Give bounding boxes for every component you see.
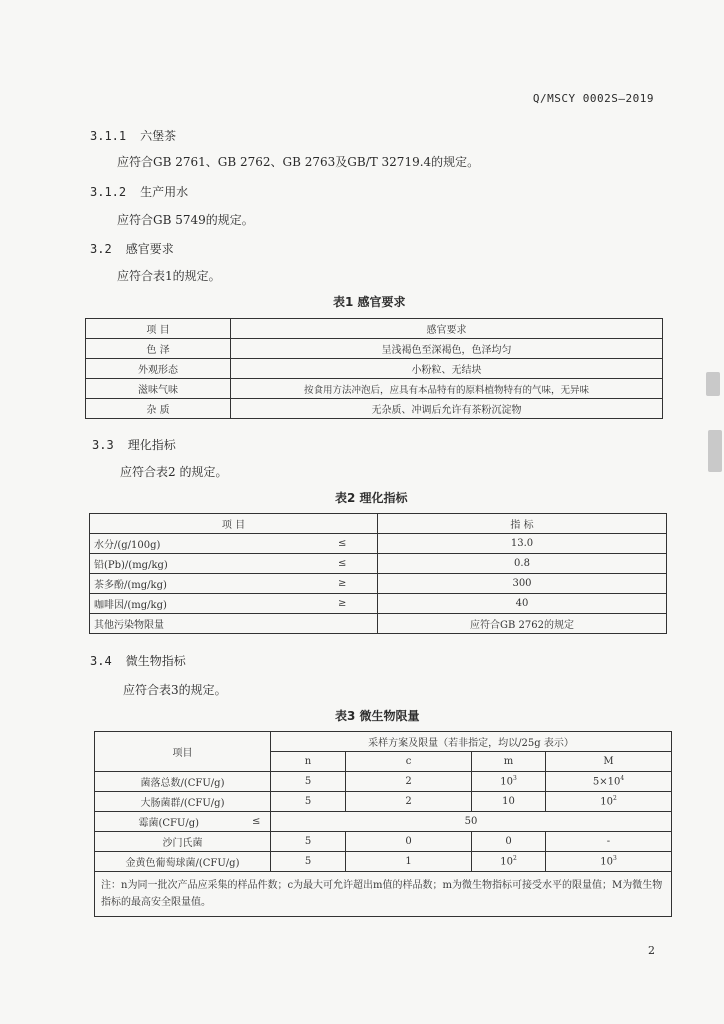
exponent: 2 bbox=[612, 795, 617, 803]
base: 10 bbox=[600, 796, 613, 808]
row-item: 大肠菌群/(CFU/g) bbox=[95, 792, 271, 812]
table3-caption: 表3 微生物限量 bbox=[335, 709, 420, 723]
base: 10 bbox=[500, 856, 513, 868]
row-m bbox=[472, 772, 546, 792]
row-M bbox=[546, 792, 672, 812]
table-row bbox=[95, 792, 672, 812]
page-number: 2 bbox=[648, 944, 655, 957]
section-3-3-heading bbox=[92, 436, 176, 453]
section-3-4-text: 应符合表3的规定。 bbox=[123, 683, 227, 697]
col-header-n: n bbox=[271, 752, 346, 772]
row-operator: ≥ bbox=[308, 574, 378, 594]
col-header-m: m bbox=[472, 752, 546, 772]
section-3-4-heading bbox=[90, 652, 186, 669]
row-n: 5 bbox=[271, 772, 346, 792]
row-c: 1 bbox=[346, 852, 472, 872]
row-c: 0 bbox=[346, 832, 472, 852]
section-title: 感官要求 bbox=[125, 242, 174, 256]
row-M bbox=[546, 852, 672, 872]
table-row bbox=[90, 614, 667, 634]
row-c: 2 bbox=[346, 772, 472, 792]
table1-caption: 表1 感官要求 bbox=[333, 295, 406, 309]
col-header-item: 项 目 bbox=[86, 319, 231, 339]
table-row bbox=[95, 852, 672, 872]
section-3-1-2-heading bbox=[90, 183, 188, 200]
col-header-item: 项 目 bbox=[90, 514, 378, 534]
row-value: 300 bbox=[378, 574, 667, 594]
base: 10 bbox=[500, 776, 513, 788]
section-title: 生产用水 bbox=[140, 185, 189, 199]
row-item: 沙门氏菌 bbox=[95, 832, 271, 852]
col-header-value: 指 标 bbox=[378, 514, 667, 534]
row-m: 10 bbox=[472, 792, 546, 812]
row-value: 13.0 bbox=[378, 534, 667, 554]
col-header-requirement: 感官要求 bbox=[231, 319, 663, 339]
row-c: 2 bbox=[346, 792, 472, 812]
row-item: 外观形态 bbox=[86, 359, 231, 379]
row-item: 杂 质 bbox=[86, 399, 231, 419]
section-title: 六堡茶 bbox=[140, 129, 177, 143]
row-requirement: 小粉粒、无结块 bbox=[231, 359, 663, 379]
table1-sensory bbox=[85, 318, 663, 419]
section-3-1-1-heading bbox=[90, 127, 176, 144]
row-requirement: 呈浅褐色至深褐色，色泽均匀 bbox=[231, 339, 663, 359]
row-value: 40 bbox=[378, 594, 667, 614]
row-value: 应符合GB 2762的规定 bbox=[378, 614, 667, 634]
section-number: 3.1.2 bbox=[90, 185, 127, 199]
standard-code: Q/MSCY 0002S—2019 bbox=[532, 92, 654, 105]
section-title: 微生物指标 bbox=[125, 654, 186, 668]
section-title: 理化指标 bbox=[127, 438, 176, 452]
scan-artifact bbox=[706, 372, 720, 396]
exponent: 2 bbox=[512, 855, 517, 863]
section-3-2-text: 应符合表1的规定。 bbox=[117, 269, 221, 283]
section-3-2-heading bbox=[90, 240, 174, 257]
table-row bbox=[86, 359, 663, 379]
row-M bbox=[546, 772, 672, 792]
row-item: 滋味气味 bbox=[86, 379, 231, 399]
row-item: 霉菌(CFU/g) bbox=[95, 812, 243, 832]
table-row bbox=[86, 379, 663, 399]
row-m bbox=[472, 852, 546, 872]
row-item: 菌落总数/(CFU/g) bbox=[95, 772, 271, 792]
row-item: 茶多酚/(mg/kg) bbox=[90, 574, 308, 594]
table-header-row bbox=[95, 732, 672, 752]
row-value: 50 bbox=[271, 812, 672, 832]
row-item: 水分/(g/100g) bbox=[90, 534, 308, 554]
table2-caption: 表2 理化指标 bbox=[335, 491, 408, 505]
row-operator: ≤ bbox=[308, 554, 378, 574]
scan-artifact bbox=[708, 430, 722, 472]
col-header-sampling-plan: 采样方案及限量（若非指定，均以/25g 表示） bbox=[271, 732, 672, 752]
row-operator: ≥ bbox=[308, 594, 378, 614]
table-row bbox=[95, 832, 672, 852]
section-3-3-text: 应符合表2 的规定。 bbox=[120, 465, 228, 479]
exponent: 3 bbox=[612, 855, 617, 863]
section-number: 3.2 bbox=[90, 242, 112, 256]
table-header-row bbox=[90, 514, 667, 534]
table-header-row bbox=[86, 319, 663, 339]
table-row bbox=[86, 339, 663, 359]
row-operator: ≤ bbox=[243, 812, 271, 832]
col-header-M: M bbox=[546, 752, 672, 772]
section-3-1-2-text: 应符合GB 5749的规定。 bbox=[117, 213, 254, 227]
row-value: 0.8 bbox=[378, 554, 667, 574]
row-item: 色 泽 bbox=[86, 339, 231, 359]
row-item: 铅(Pb)/(mg/kg) bbox=[90, 554, 308, 574]
section-number: 3.3 bbox=[92, 438, 114, 452]
section-number: 3.1.1 bbox=[90, 129, 127, 143]
table2-physicochemical-grid bbox=[89, 513, 667, 634]
row-n: 5 bbox=[271, 852, 346, 872]
row-operator: ≤ bbox=[308, 534, 378, 554]
row-requirement: 按食用方法冲泡后，应具有本品特有的原料植物特有的气味，无异味 bbox=[231, 379, 663, 399]
row-n: 5 bbox=[271, 832, 346, 852]
row-m: 0 bbox=[472, 832, 546, 852]
section-3-1-1-text: 应符合GB 2761、GB 2762、GB 2763及GB/T 32719.4的规定。 bbox=[117, 155, 480, 169]
table-row bbox=[90, 554, 667, 574]
table3-microbial bbox=[94, 731, 672, 917]
table-row bbox=[90, 574, 667, 594]
table-note: 注：n为同一批次产品应采集的样品件数；c为最大可允许超出m值的样品数；m为微生物指标可接受水平的限量值；M为微生物指标的最高安全限量值。 bbox=[95, 872, 672, 917]
table-row bbox=[90, 534, 667, 554]
section-number: 3.4 bbox=[90, 654, 112, 668]
col-header-item: 项目 bbox=[95, 732, 271, 772]
row-item: 金黄色葡萄球菌/(CFU/g) bbox=[95, 852, 271, 872]
row-requirement: 无杂质、冲调后允许有茶粉沉淀物 bbox=[231, 399, 663, 419]
col-header-c: c bbox=[346, 752, 472, 772]
table-row bbox=[95, 772, 672, 792]
row-item: 咖啡因/(mg/kg) bbox=[90, 594, 308, 614]
base: 5×10 bbox=[592, 776, 621, 788]
exponent: 4 bbox=[620, 775, 625, 783]
table-row bbox=[86, 399, 663, 419]
table-note-row bbox=[95, 872, 672, 917]
row-n: 5 bbox=[271, 792, 346, 812]
table-row bbox=[95, 812, 672, 832]
base: 10 bbox=[600, 856, 613, 868]
exponent: 3 bbox=[512, 775, 517, 783]
row-M: - bbox=[546, 832, 672, 852]
row-item: 其他污染物限量 bbox=[90, 614, 378, 634]
table-row bbox=[90, 594, 667, 614]
